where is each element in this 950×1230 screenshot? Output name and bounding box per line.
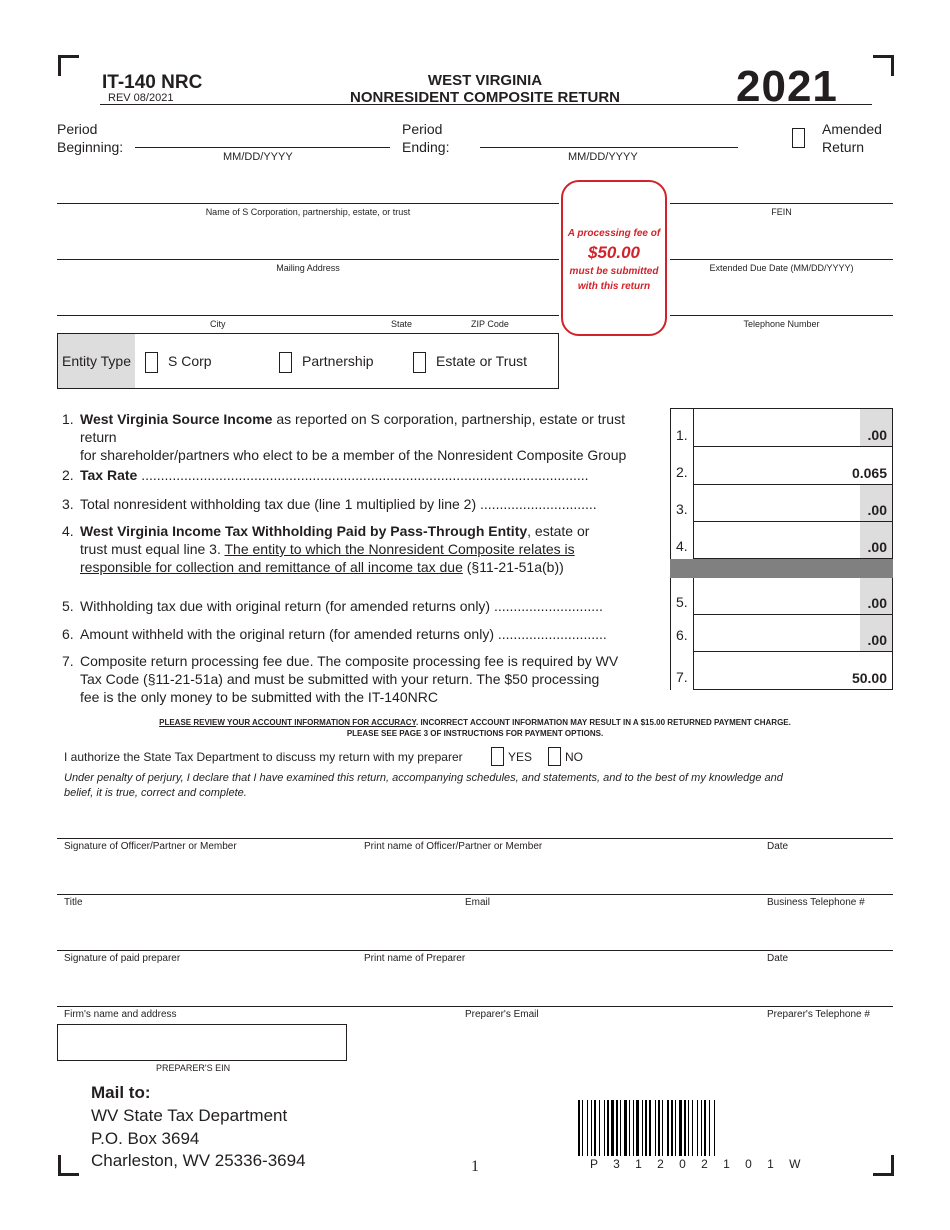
city-state-zip-field-rule[interactable] [57,315,559,316]
entity-type-label: Entity Type [58,334,135,388]
barcode-bar [636,1100,639,1156]
zip-label: ZIP Code [471,319,509,329]
line-6-box-label: 6. [676,627,688,643]
corner-mark-top-right [873,55,894,76]
barcode [578,1100,854,1156]
fee-notice-line4: with this return [577,281,651,292]
amended-return-checkbox[interactable] [792,128,805,148]
barcode-bar [587,1100,588,1156]
line-4-gray-separator [670,559,893,578]
mail-address-line-3: Charleston, WV 25336-3694 [91,1151,306,1170]
barcode-bar [642,1100,643,1156]
corner-mark-bottom-right [873,1155,894,1176]
corner-mark-top-left [58,55,79,76]
extended-due-date-label: Extended Due Date (MM/DD/YYYY) [709,263,854,273]
barcode-bar [599,1100,600,1156]
barcode-bar [649,1100,651,1156]
period-ending-label: Period Ending: [402,121,450,155]
line-5-value: .00 [867,595,887,611]
barcode-bar [714,1100,715,1156]
title-label: Title [64,897,83,908]
partnership-checkbox[interactable] [279,352,292,373]
barcode-bar [604,1100,605,1156]
name-field-rule[interactable] [57,203,559,204]
barcode-text: P 3 1 2 0 2 1 0 1 W [590,1157,807,1171]
authorize-preparer-text: I authorize the State Tax Department to discuss my return with my preparer [64,750,463,764]
line-3-value: .00 [867,502,887,518]
period-beginning-label: Period Beginning: [57,121,124,155]
line-6-description: 6. Amount withheld with the original return (for amended returns only) ............................ [62,626,607,642]
line-6-number: 6. [62,626,74,642]
preparer-signature-label: Signature of paid preparer [64,953,181,964]
barcode-bar [671,1100,673,1156]
barcode-bar [662,1100,663,1156]
line-3-description: 3. Total nonresident withholding tax due (line 1 multiplied by line 2) .............................. [62,496,597,512]
barcode-bar [582,1100,583,1156]
address-field-rule[interactable] [57,259,559,260]
line-2-value: 0.065 [851,465,887,481]
page-number: 1 [471,1158,479,1175]
barcode-bar [684,1100,686,1156]
fein-label: FEIN [771,207,792,217]
signature-row-4-rule[interactable] [57,1006,893,1007]
preparer-ein-input[interactable] [57,1024,347,1061]
period-ending-input[interactable] [480,147,738,148]
authorize-no-label: NO [565,750,583,764]
line-4-number: 4. [62,523,74,539]
mail-address-line-2: P.O. Box 3694 [91,1129,200,1148]
line-2-box-label: 2. [676,464,688,480]
line-4-value: .00 [867,539,887,555]
telephone-label: Telephone Number [743,319,820,329]
estate-or-trust-checkbox[interactable] [413,352,426,373]
authorize-yes-label: YES [508,750,533,764]
line-2-description: 2. Tax Rate ................................................................................................................... [62,467,589,483]
line-1-description: 1. West Virginia Source Income as reported on S corporation, partnership, estate or trust return for shareholder/partners who elect to be a member of the Nonresident Composite Group [62,411,627,463]
fein-field-rule[interactable] [670,203,893,204]
preparer-date-label: Date [767,953,789,964]
line-3-amount-field[interactable] [693,485,893,522]
barcode-bar [578,1100,580,1156]
estate-or-trust-label: Estate or Trust [436,353,528,369]
form-id: IT-140 NRC [102,72,203,93]
signature-row-2-rule[interactable] [57,894,893,895]
line-3-number: 3. [62,496,74,512]
barcode-bar [616,1100,618,1156]
barcode-bar [655,1100,656,1156]
officer-print-name-label: Print name of Officer/Partner or Member [364,841,543,852]
state-label: State [391,319,413,329]
line-5-description: 5. Withholding tax due with original return (for amended returns only) ............................ [62,598,603,614]
line-4-box-label: 4. [676,538,688,554]
s-corp-checkbox[interactable] [145,352,158,373]
barcode-bar [629,1100,630,1156]
signature-row-1-rule[interactable] [57,838,893,839]
line-1-amount-field[interactable] [693,408,893,447]
form-title: NONRESIDENT COMPOSITE RETURN [349,89,620,106]
line-5-number: 5. [62,598,74,614]
barcode-bar [591,1100,592,1156]
barcode-bar [624,1100,627,1156]
partnership-label: Partnership [302,353,374,369]
barcode-bar [701,1100,702,1156]
line-1-value: .00 [867,427,887,443]
line-6-value: .00 [867,632,887,648]
line-3-box-label: 3. [676,501,688,517]
preparer-ein-label: PREPARER'S EIN [156,1063,231,1073]
form-title-state: WEST VIRGINIA [427,72,543,89]
signature-row-3-rule[interactable] [57,950,893,951]
line-7-box-label: 7. [676,669,688,685]
line-5-box-label: 5. [676,594,688,610]
corner-mark-bottom-left [58,1155,79,1176]
tax-year: 2021 [736,62,838,111]
entity-name-label: Name of S Corporation, partnership, estate, or trust [205,207,411,217]
line-6-amount-field[interactable] [693,615,893,652]
barcode-bar [611,1100,614,1156]
processing-fee-notice [561,180,667,336]
business-telephone-label: Business Telephone # [767,897,865,908]
fee-notice-line1: A processing fee of [567,228,661,239]
payment-notice: PLEASE REVIEW YOUR ACCOUNT INFORMATION FOR ACCURACY. INCORRECT ACCOUNT INFORMATION MAY RESULT IN A $15.00 RETURNED PAYMENT CHARGE. PLEASE SEE PAGE 3 OF INSTRUCTIONS FOR PAYMENT OPTIONS. [159,718,791,738]
line-2-number: 2. [62,467,74,483]
preparer-email-label: Preparer's Email [465,1009,539,1020]
telephone-field-rule[interactable] [670,315,893,316]
line-4-amount-field[interactable] [693,522,893,559]
officer-signature-label: Signature of Officer/Partner or Member [64,841,237,852]
barcode-bar [607,1100,609,1156]
period-ending-format: MM/DD/YYYY [568,151,638,163]
barcode-bar [633,1100,634,1156]
barcode-bar [667,1100,669,1156]
perjury-statement: Under penalty of perjury, I declare that I have examined this return, accompanying schedules, and statements, and to the best of my knowledge and belief, it is true, correct and complete. [64,772,783,799]
barcode-bar [709,1100,710,1156]
line-1-number: 1. [62,411,74,427]
period-beginning-format: MM/DD/YYYY [223,151,293,163]
barcode-bar [688,1100,689,1156]
line-2-amount-field[interactable] [693,447,893,485]
fee-notice-line3: must be submitted [569,266,659,277]
barcode-bar [645,1100,647,1156]
barcode-bar [697,1100,698,1156]
header-rule [100,104,872,105]
barcode-bar [675,1100,676,1156]
preparer-print-name-label: Print name of Preparer [364,953,466,964]
barcode-bar [704,1100,706,1156]
preparer-telephone-label: Preparer's Telephone # [767,1009,870,1020]
mail-address-line-1: WV State Tax Department [91,1106,288,1125]
amended-return-label: Amended Return [822,121,882,155]
fee-notice-amount: $50.00 [588,243,640,262]
city-label: City [210,319,226,329]
line-7-amount-field[interactable] [693,652,893,690]
officer-date-label: Date [767,841,789,852]
line-number-column-border [670,408,671,690]
line-5-amount-field[interactable] [693,578,893,615]
line-7-description: 7. Composite return processing fee due. The composite processing fee is required by WV Tax Code (§11-21-51a) and must be submitted with your return. The $50 processing fee is the only money to be submitted with the IT-140NRC [62,653,619,705]
barcode-bar [692,1100,693,1156]
mailing-address-label: Mailing Address [276,263,340,273]
period-beginning-input[interactable] [135,147,390,148]
authorize-no-checkbox[interactable] [548,747,561,766]
line-7-number: 7. [62,653,74,669]
firm-name-address-label: Firm's name and address [64,1009,177,1020]
line-7-value: 50.00 [851,670,887,686]
due-date-field-rule[interactable] [670,259,893,260]
revision-date: REV 08/2021 [108,92,174,104]
line-1-box-label: 1. [676,427,688,443]
barcode-bar [594,1100,596,1156]
barcode-bar [679,1100,682,1156]
email-label: Email [465,897,491,908]
line-4-description: 4. West Virginia Income Tax Withholding Paid by Pass-Through Entity, estate or trust must equal line 3. The entity to which the Nonresident Composite relates is responsible for collection and remittance of all income tax due (§11-21-51a(b)) [62,523,590,575]
s-corp-label: S Corp [168,353,212,369]
authorize-yes-checkbox[interactable] [491,747,504,766]
barcode-bar [658,1100,660,1156]
barcode-bar [620,1100,621,1156]
mail-to-heading: Mail to: [91,1083,151,1102]
